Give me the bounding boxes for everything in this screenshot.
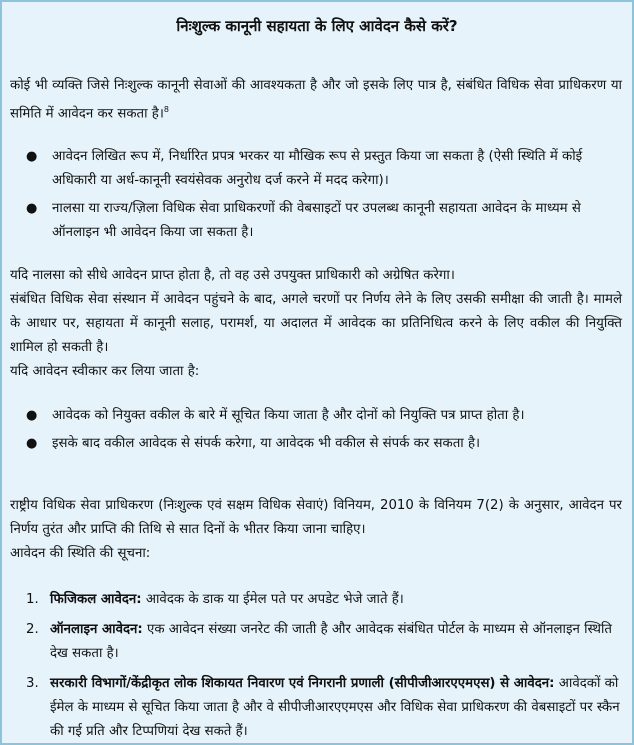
list-item-text: आवेदक को नियुक्त वकील के बारे में सूचित किया जाता है और दोनों को नियुक्ति पत्र प्राप्त होता है। xyxy=(52,408,525,423)
list-item xyxy=(22,145,618,193)
intro-paragraph xyxy=(10,74,622,126)
acceptance-steps-list xyxy=(22,404,618,460)
list-item-text: इसके बाद वकील आवेदक से संपर्क करेगा, या आवेदक भी वकील से संपर्क कर सकता है। xyxy=(52,436,481,451)
list-item xyxy=(22,197,618,245)
list-item-text: आवेदक के डाक या ईमेल पते पर अपडेट भेजे जाते हैं। xyxy=(141,592,404,607)
list-item xyxy=(22,618,622,666)
bullet-icon: ● xyxy=(26,149,38,164)
list-item xyxy=(22,432,618,456)
bullet-icon: ● xyxy=(26,436,38,451)
list-number: 2. xyxy=(26,622,39,637)
list-item-heading: ऑनलाइन आवेदन: xyxy=(50,622,143,637)
list-number: 3. xyxy=(26,676,39,691)
list-number: 1. xyxy=(26,592,39,607)
page-title: निःशुल्क कानूनी सहायता के लिए आवेदन कैसे करें? xyxy=(176,17,458,35)
list-item xyxy=(22,404,618,428)
status-notification-list xyxy=(22,588,622,745)
status-heading: आवेदन की स्थिति की सूचना: xyxy=(10,546,151,561)
accepted-paragraph: यदि आवेदन स्वीकार कर लिया जाता है: xyxy=(10,364,200,379)
intro-text: कोई भी व्यक्ति जिसे निःशुल्क कानूनी सेवाओं की आवश्यकता है और जो इसके लिए पात्र है, संबंधित विधिक सेवा प्राधिकरण या समिति में आवेदन कर सकता है। xyxy=(10,78,622,122)
bullet-icon: ● xyxy=(26,201,38,216)
application-methods-list xyxy=(22,145,618,249)
bullet-icon: ● xyxy=(26,408,38,423)
list-item xyxy=(22,672,622,744)
regulation-paragraph: राष्ट्रीय विधिक सेवा प्राधिकरण (निःशुल्क एवं सक्षम विधिक सेवाएं) विनियम, 2010 के विनियम 7(2) के अनुसार, आवेदन पर निर्णय तुरंत और प्राप्ति की तिथि से सात दिनों के भीतर किया जाना चाहिए। xyxy=(10,498,622,537)
list-item-text: आवेदन लिखित रूप में, निर्धारित प्रपत्र भरकर या मौखिक रूप से प्रस्तुत किया जा सकता है (ऐसी स्थिति में कोई अधिकारी या अर्ध-कानूनी स्वयंसेवक अनुरोध दर्ज करने में मदद करेगा)। xyxy=(52,149,583,188)
list-item-heading: फिजिकल आवेदन: xyxy=(50,592,142,607)
list-item-text: नालसा या राज्य/ज़िला विधिक सेवा प्राधिकरणों की वेबसाइटों पर उपलब्ध कानूनी सहायता आवेदन के माध्यम से ऑनलाइन भी आवेदन किया जा सकता है। xyxy=(52,201,581,240)
nalsa-paragraph: यदि नालसा को सीधे आवेदन प्राप्त होता है, तो वह उसे उपयुक्त प्राधिकारी को अग्रेषित करेगा। xyxy=(10,268,455,283)
list-item xyxy=(22,588,622,612)
review-paragraph: संबंधित विधिक सेवा संस्थान में आवेदन पहुंचने के बाद, अगले चरणों पर निर्णय लेने के लिए उसकी समीक्षा की जाती है। मामले के आधार पर, सहायता में कानूनी सलाह, परामर्श, या अदालत में आवेदक का प्रतिनिधित्व करने के लिए वकील की नियुक्ति शामिल हो सकती है। xyxy=(10,292,622,355)
list-item-heading: सरकारी विभागों/केंद्रीकृत लोक शिकायत निवारण एवं निगरानी प्रणाली (सीपीजीआरएएमएस) से आवेदन: xyxy=(50,676,555,691)
list-item-text: एक आवेदन संख्या जनरेट की जाती है और आवेदक संबंधित पोर्टल के माध्यम से ऑनलाइन स्थिति देख सकता है। xyxy=(50,622,612,661)
list-item-text: आवेदकों को ईमेल के माध्यम से सूचित किया जाता है और वे सीपीजीआरएएमएस और विधिक सेवा प्राधिकरण की वेबसाइटों पर स्कैन की गई प्रति और टिप्पणियां देख सकते हैं। xyxy=(50,676,620,739)
footnote-marker: 8 xyxy=(163,105,169,114)
